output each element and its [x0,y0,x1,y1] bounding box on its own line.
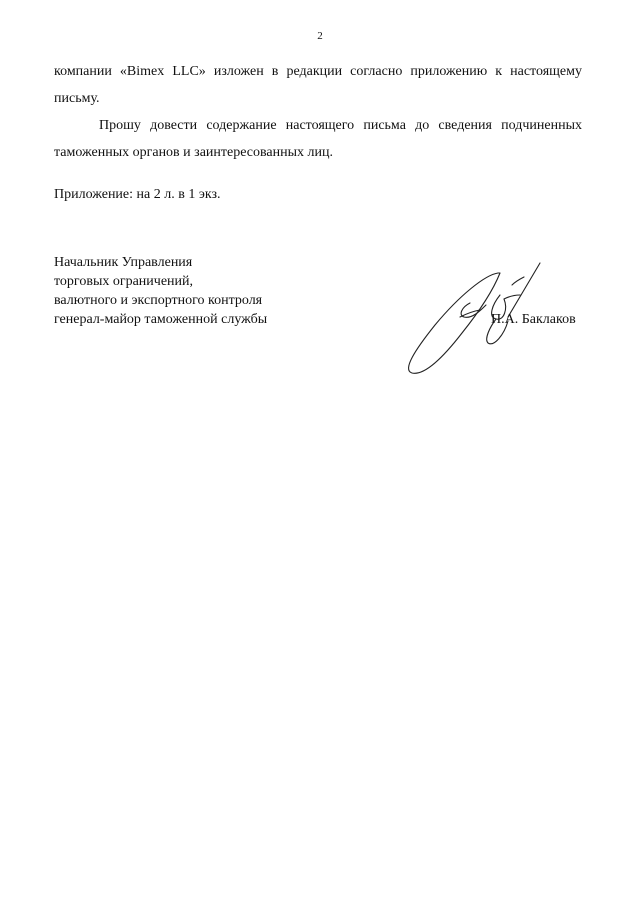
paragraph-2-line-2: таможенных органов и заинтересованных лиц. [54,145,333,160]
paragraph-2 [54,112,582,166]
signatory-title [54,253,267,329]
signatory-name: П.А. Баклаков [491,312,576,327]
paragraph-1 [54,58,582,112]
signatory-title-line-1: Начальник Управления [54,255,193,270]
paragraph-1-line-2: письму. [54,91,100,106]
page-number: 2 [317,30,323,42]
signatory-title-line-4: генерал-майор таможенной службы [54,312,268,327]
attachment-note: Приложение: на 2 л. в 1 экз. [54,187,221,202]
signatory-title-line-3: валютного и экспортного контроля [54,293,263,308]
paragraph-2-line-1: Прошу довести содержание настоящего письма до сведения подчиненных [99,118,582,133]
paragraph-1-line-1: компании «Bimex LLC» изложен в редакции согласно приложению к настоящему [54,64,582,79]
signatory-title-line-2: торговых ограничений, [54,274,194,289]
